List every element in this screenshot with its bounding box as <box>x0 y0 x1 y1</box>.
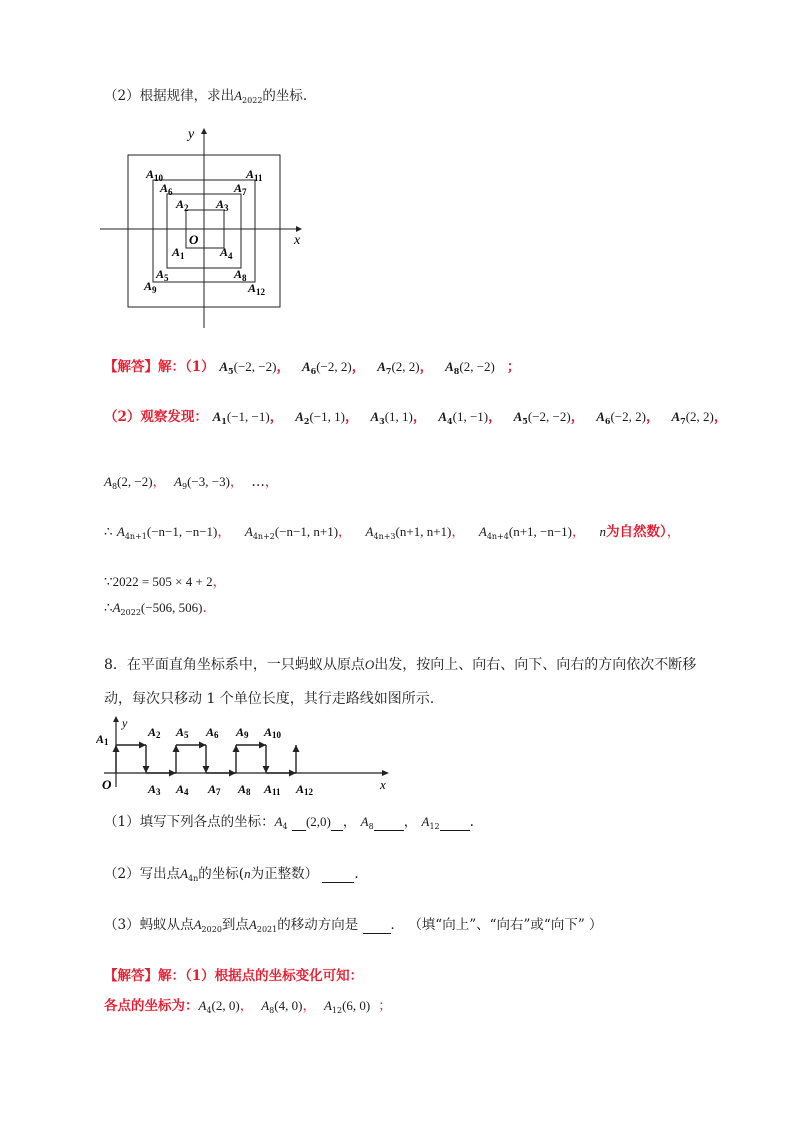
path-step-8-arrowhead <box>229 770 236 777</box>
q8-line2: 动，每次只移动 1 个单位长度，其行走路线如图所示. <box>104 691 435 707</box>
coordinate-item: $A_1(-1$, −1)， <box>212 409 284 426</box>
coordinate-item: $A_5(-2$, −2)， <box>219 359 290 376</box>
answer-tag: 【解答】 <box>104 359 158 375</box>
point-label-a8: $A_8$ <box>234 267 247 283</box>
point-label-a2: $A_2$ <box>176 197 189 213</box>
path-label-a4: A4 <box>176 782 189 795</box>
q8-part2: （2）写出点$A_{4n}$的坐标(n为正整数） . <box>104 866 359 883</box>
conclusion-line: $\therefore A_{2022}(-506$, 506). <box>104 600 207 617</box>
observe-line-2: $A_8(2$, −2)， $A_9(-3$, −3)， …， <box>104 474 279 491</box>
point-label-a9: $A_9$ <box>144 279 157 295</box>
point-label-a4: $A_4$ <box>220 245 233 261</box>
coordinate-item: $A_5(-2$, −2)， <box>513 409 585 426</box>
path-step-4-arrowhead <box>169 770 176 777</box>
path-label-a3: A3 <box>148 782 161 795</box>
path-step-1-arrowhead <box>113 745 120 752</box>
coordinate-item: $A_4(2$, 0)， <box>198 998 254 1015</box>
path-step-2-arrowhead <box>139 742 146 749</box>
path-label-a1: A1 <box>96 732 109 747</box>
path-label-a5: A5 <box>176 725 189 740</box>
coordinate-item: $A_{12}(6$, 0) <box>323 998 371 1015</box>
path-step-10-arrowhead <box>259 742 266 749</box>
coordinate-item: $A_{4n+4}(n+1$, −n−1)， <box>478 524 586 541</box>
coordinate-item: $A_3(1$, 1)， <box>370 409 427 426</box>
ant-path <box>113 742 300 777</box>
path-step-3-arrowhead <box>143 766 150 773</box>
spiral-squares-figure <box>100 122 310 334</box>
general-items <box>117 524 600 540</box>
coordinate-item: $A_2(-1$, 1)， <box>295 409 359 426</box>
path-step-7-arrowhead <box>203 766 210 773</box>
part2-question: （2）根据规律，求出$A_{2022}$的坐标. <box>104 88 308 105</box>
because-line: ∵2022 = 505 × 4 + 2， <box>104 574 227 590</box>
observe-items <box>213 409 740 425</box>
answer-tag: 【解答】 <box>104 968 158 984</box>
point-label-a10: $A_{10}$ <box>146 167 164 183</box>
q8-line1: 8．在平面直角坐标系中，一只蚂蚁从原点O出发，按向上、向右、向下、向右的方向依次不断移 <box>104 657 697 673</box>
general-formula: ∴ $A_{4n+1}(-n-1$, −n−1)， $A_{4n+2}(-n-1$, n+1)， $A_{4n+3}(n+1$, n+1)， $A_{4n+4}(n+1$, −n−1)， n为自然数）， <box>104 524 681 541</box>
point-label-a3: $A_3$ <box>216 197 229 213</box>
origin-label: O <box>102 777 112 792</box>
direction-blank[interactable] <box>363 919 391 934</box>
coordinate-item: $A_{4n+3}(n+1$, n+1)， <box>365 524 465 541</box>
coordinate-item: $A_{4n+1}(-n-1$, −n−1)， <box>116 524 231 541</box>
point-label-a12: $A_{12}$ <box>248 281 266 297</box>
a12-blank[interactable] <box>440 816 470 831</box>
x-axis-arrow <box>296 226 302 232</box>
coordinate-item: $A_6(-2$, 2)， <box>301 359 366 376</box>
point-label-a1: $A_1$ <box>172 245 185 261</box>
a4-answer: (2,0) <box>305 814 331 829</box>
path-label-a11: A11 <box>264 782 281 795</box>
point-label-a11: $A_{11}$ <box>246 167 263 183</box>
x-axis-label: x <box>294 233 301 248</box>
path-step-6-arrowhead <box>199 742 206 749</box>
ant-path-labels <box>96 725 314 795</box>
coordinate-item: $A_7(2$, 2)， <box>377 359 434 376</box>
answer1: 【解答】解：（1） $A_5(-2$, −2)， $A_6(-2$, 2)， $A_7(2$, 2)， $A_8(2$, −2) ； <box>104 359 521 376</box>
point-label-a6: $A_6$ <box>160 181 173 197</box>
coordinate-item: $A_7(2$, 2)， <box>671 409 728 426</box>
x-axis-label: x <box>380 777 386 792</box>
coordinate-item: $A_{4n+2}(-n-1$, n+1)， <box>244 524 352 541</box>
y-axis-label: y <box>122 716 128 730</box>
y-axis-label: y <box>188 127 195 142</box>
path-step-12-arrowhead <box>289 770 296 777</box>
path-label-a7: A7 <box>208 782 221 795</box>
path-label-a12: A12 <box>296 782 314 795</box>
answer1-items <box>219 359 507 375</box>
answer2-items <box>199 998 379 1014</box>
coordinate-item: $A_8(2$, −2)， <box>104 474 167 491</box>
path-step-11-arrowhead <box>263 766 270 773</box>
coordinate-item: $A_9(-3$, −3)， <box>174 474 244 491</box>
y-axis-arrow <box>201 128 207 134</box>
path-step-13-arrowhead <box>293 745 300 752</box>
ant-path-figure <box>96 715 396 795</box>
q8-part1: （1）填写下列各点的坐标：$A_4$ (2,0) ， $A_8$ ， $A_{12}$ . <box>104 814 474 831</box>
coordinate-item: $A_8(4$, 0)， <box>261 998 316 1015</box>
a4n-blank[interactable] <box>322 868 354 883</box>
path-label-a6: A6 <box>206 725 219 740</box>
point-label-a7: $A_7$ <box>234 181 247 197</box>
path-label-a2: A2 <box>148 725 161 740</box>
y-axis-arrow <box>113 716 119 722</box>
path-label-a9: A9 <box>236 725 249 740</box>
observe-items-2 <box>104 474 251 490</box>
coordinate-item: $A_6(-2$, 2)， <box>596 409 660 426</box>
coordinate-item: $A_8(2$, −2) <box>445 359 495 376</box>
coordinate-item: $A_4(1$, −1)， <box>438 409 502 426</box>
path-step-5-arrowhead <box>173 745 180 752</box>
path-step-9-arrowhead <box>233 745 240 752</box>
x-axis-arrow <box>382 770 389 776</box>
q8-part3: （3）蚂蚁从点$A_{2020}$到点$A_{2021}$的移动方向是 ． （填“向上”、“向右”或“向下” ） <box>104 917 603 934</box>
origin-label: O <box>189 232 199 247</box>
answer2-line1: 【解答】解：（1）根据点的坐标变化可知： <box>104 968 364 984</box>
path-label-a8: A8 <box>238 782 251 795</box>
answer2-line2: 各点的坐标为：$A_4(2$, 0)， $A_8(4$, 0)， $A_{12}(6$, 0) ； <box>104 998 392 1015</box>
a8-blank[interactable] <box>374 816 404 831</box>
point-label-a5: $A_5$ <box>156 267 169 283</box>
path-label-a10: A10 <box>264 725 282 740</box>
observe-line: （2）观察发现： $A_1(-1$, −1)， $A_2(-1$, 1)， $A_3(1$, 1)， $A_4(1$, −1)， $A_5(-2$, −2)， $A_6(-2$, 2)， $A_7(2$, 2)， <box>104 405 739 426</box>
